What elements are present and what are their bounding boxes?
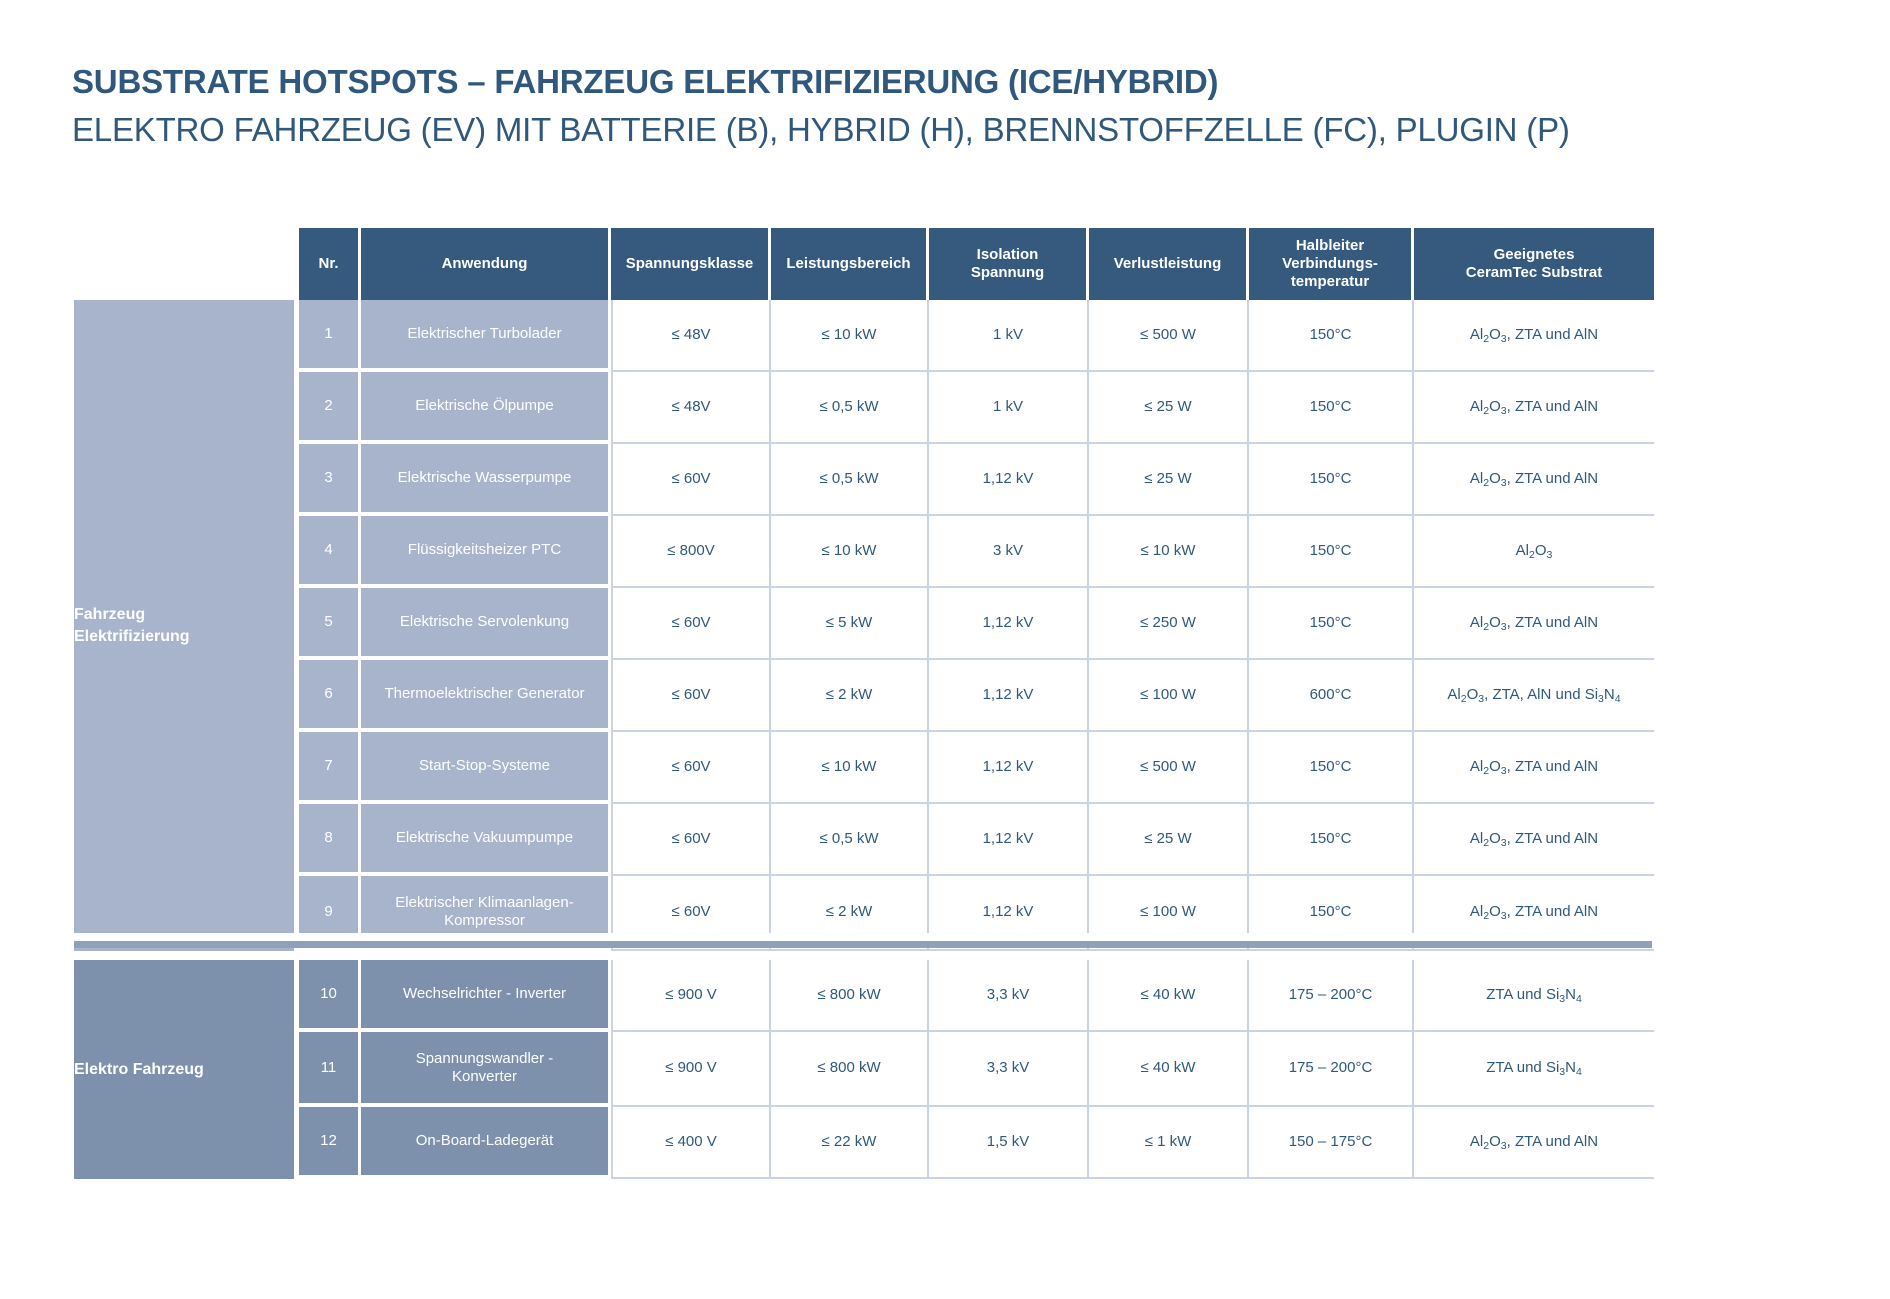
section-separator-cell xyxy=(1089,951,1249,960)
table-row xyxy=(74,804,1654,876)
category-label-fahrzeug-elektrifizierung xyxy=(74,300,299,951)
cell-anwendung-line: Kompressor xyxy=(444,911,525,929)
cell-anwendung xyxy=(361,660,611,732)
cell-verlustleistung: ≤ 100 W xyxy=(1089,660,1249,732)
cell-leistungsbereich: ≤ 2 kW xyxy=(771,660,929,732)
cell-spannungsklasse: ≤ 400 V xyxy=(611,1107,771,1179)
cell-verlustleistung: ≤ 25 W xyxy=(1089,372,1249,444)
column-header-verlustleistung xyxy=(1089,228,1249,300)
cell-isolation-spannung: 1,12 kV xyxy=(929,588,1089,660)
cell-halbleiter-temperatur: 150°C xyxy=(1249,300,1414,372)
section-separator-cell xyxy=(361,951,611,960)
cell-leistungsbereich: ≤ 10 kW xyxy=(771,732,929,804)
table-row xyxy=(74,960,1654,1032)
table-row xyxy=(74,1032,1654,1107)
cell-anwendung xyxy=(361,372,611,444)
cell-nr: 7 xyxy=(299,732,361,804)
cell-anwendung-line: Elektrische Servolenkung xyxy=(399,613,570,630)
cell-ceramtec-substrat: $Al_2O_3$, ZTA und AlN xyxy=(1414,1107,1654,1179)
cell-leistungsbereich: ≤ 800 kW xyxy=(771,960,929,1032)
cell-anwendung xyxy=(361,300,611,372)
column-header-line: Verbindungs- xyxy=(1282,255,1378,273)
cell-halbleiter-temperatur: 150 – 175°C xyxy=(1249,1107,1414,1179)
cell-anwendung xyxy=(361,1032,611,1107)
cell-isolation-spannung: 1 kV xyxy=(929,372,1089,444)
cell-leistungsbereich: ≤ 0,5 kW xyxy=(771,372,929,444)
substrate-hotspots-table-container xyxy=(74,228,1654,1179)
cell-isolation-spannung: 1,12 kV xyxy=(929,804,1089,876)
table-row xyxy=(74,444,1654,516)
cell-ceramtec-substrat: $Al_2O_3$, ZTA und AlN xyxy=(1414,732,1654,804)
cell-spannungsklasse: ≤ 48V xyxy=(611,372,771,444)
cell-verlustleistung: ≤ 25 W xyxy=(1089,444,1249,516)
cell-ceramtec-substrat: ZTA und $Si_3N_4$ xyxy=(1414,960,1654,1032)
column-header-spannungsklasse xyxy=(611,228,771,300)
cell-nr: 5 xyxy=(299,588,361,660)
column-header-isolation-spannung xyxy=(929,228,1089,300)
cell-anwendung-line: Elektrischer Turbolader xyxy=(407,325,562,342)
cell-spannungsklasse: ≤ 60V xyxy=(611,588,771,660)
cell-anwendung xyxy=(361,1107,611,1179)
page-header xyxy=(72,62,1832,151)
cell-isolation-spannung: 3 kV xyxy=(929,516,1089,588)
cell-halbleiter-temperatur: 150°C xyxy=(1249,804,1414,876)
header-corner-spacer xyxy=(74,228,299,300)
cell-spannungsklasse: ≤ 60V xyxy=(611,732,771,804)
cell-ceramtec-substrat: $Al_2O_3$, ZTA und AlN xyxy=(1414,804,1654,876)
cell-isolation-spannung: 1,12 kV xyxy=(929,660,1089,732)
cell-leistungsbereich: ≤ 0,5 kW xyxy=(771,444,929,516)
cell-anwendung xyxy=(361,960,611,1032)
cell-spannungsklasse: ≤ 800V xyxy=(611,516,771,588)
substrate-hotspots-table xyxy=(74,228,1654,1179)
cell-isolation-spannung: 1 kV xyxy=(929,300,1089,372)
section-separator-cell xyxy=(771,951,929,960)
cell-anwendung-line: Wechselrichter - Inverter xyxy=(402,985,567,1002)
cell-anwendung xyxy=(361,588,611,660)
cell-isolation-spannung: 1,5 kV xyxy=(929,1107,1089,1179)
column-header-halbleiter-verbindungstemperatur xyxy=(1249,228,1414,300)
page-subtitle: ELEKTRO FAHRZEUG (EV) MIT BATTERIE (B), HYBRID (H), BRENNSTOFFZELLE (FC), PLUGIN (P) xyxy=(72,110,1570,148)
cell-anwendung-line: Thermoelektrischer Generator xyxy=(384,685,585,702)
cell-leistungsbereich: ≤ 0,5 kW xyxy=(771,804,929,876)
cell-verlustleistung: ≤ 40 kW xyxy=(1089,1032,1249,1107)
cell-anwendung-line: Elektrische Wasserpumpe xyxy=(397,469,572,486)
column-header-line: Verlustleistung xyxy=(1113,255,1222,273)
column-header-geeignetes-ceramtec-substrat xyxy=(1414,228,1654,300)
section-separator-cell xyxy=(299,951,361,960)
cell-anwendung xyxy=(361,444,611,516)
cell-halbleiter-temperatur: 150°C xyxy=(1249,588,1414,660)
cell-spannungsklasse: ≤ 60V xyxy=(611,876,771,951)
cell-nr: 12 xyxy=(299,1107,361,1179)
cell-spannungsklasse: ≤ 60V xyxy=(611,660,771,732)
cell-nr: 11 xyxy=(299,1032,361,1107)
column-header-line: Isolation xyxy=(976,246,1039,264)
cell-halbleiter-temperatur: 175 – 200°C xyxy=(1249,1032,1414,1107)
section-separator-cell xyxy=(929,951,1089,960)
category-label-elektro-fahrzeug xyxy=(74,960,299,1179)
column-header-line: Spannung xyxy=(970,264,1045,281)
cell-isolation-spannung: 3,3 kV xyxy=(929,960,1089,1032)
column-header-nr xyxy=(299,228,361,300)
cell-anwendung-line: Elektrischer Klimaanlagen- xyxy=(395,893,574,911)
section-separator-cell xyxy=(1249,951,1414,960)
cell-nr: 4 xyxy=(299,516,361,588)
cell-verlustleistung: ≤ 100 W xyxy=(1089,876,1249,951)
table-bottom-rule xyxy=(74,941,1652,948)
cell-nr: 8 xyxy=(299,804,361,876)
section-separator-cell xyxy=(1414,951,1654,960)
section-separator-row xyxy=(74,951,1654,960)
cell-nr: 3 xyxy=(299,444,361,516)
cell-nr: 2 xyxy=(299,372,361,444)
cell-nr: 6 xyxy=(299,660,361,732)
cell-anwendung-line: Elektrische Ölpumpe xyxy=(415,397,554,414)
cell-anwendung-line: Start-Stop-Systeme xyxy=(419,757,550,774)
cell-leistungsbereich: ≤ 22 kW xyxy=(771,1107,929,1179)
category-label-line: Fahrzeug xyxy=(74,605,146,623)
cell-anwendung-line: Flüssigkeitsheizer PTC xyxy=(407,541,562,558)
cell-verlustleistung: ≤ 1 kW xyxy=(1089,1107,1249,1179)
cell-anwendung xyxy=(361,732,611,804)
cell-ceramtec-substrat: $Al_2O_3$, ZTA, AlN und $Si_3N_4$ xyxy=(1414,660,1654,732)
page-title: SUBSTRATE HOTSPOTS – FAHRZEUG ELEKTRIFIZIERUNG (ICE/HYBRID) xyxy=(72,63,1219,100)
cell-ceramtec-substrat: $Al_2O_3$, ZTA und AlN xyxy=(1414,372,1654,444)
cell-anwendung-line: Konverter xyxy=(451,1067,518,1085)
cell-verlustleistung: ≤ 500 W xyxy=(1089,300,1249,372)
cell-halbleiter-temperatur: 175 – 200°C xyxy=(1249,960,1414,1032)
column-header-line: Leistungsbereich xyxy=(786,255,911,273)
column-header-line: Geeignetes xyxy=(1493,246,1575,264)
table-row xyxy=(74,372,1654,444)
table-body xyxy=(74,300,1654,1179)
cell-leistungsbereich: ≤ 800 kW xyxy=(771,1032,929,1107)
column-header-line: CeramTec Substrat xyxy=(1465,264,1603,281)
column-header-line: Halbleiter xyxy=(1295,237,1365,255)
cell-halbleiter-temperatur: 150°C xyxy=(1249,732,1414,804)
cell-anwendung xyxy=(361,804,611,876)
table-header xyxy=(74,228,1654,300)
cell-ceramtec-substrat: ZTA und $Si_3N_4$ xyxy=(1414,1032,1654,1107)
table-row xyxy=(74,300,1654,372)
cell-ceramtec-substrat: $Al_2O_3$, ZTA und AlN xyxy=(1414,444,1654,516)
table-row xyxy=(74,1107,1654,1179)
cell-spannungsklasse: ≤ 900 V xyxy=(611,1032,771,1107)
cell-spannungsklasse: ≤ 900 V xyxy=(611,960,771,1032)
column-header-anwendung xyxy=(361,228,611,300)
cell-ceramtec-substrat: $Al_2O_3$, ZTA und AlN xyxy=(1414,588,1654,660)
table-row xyxy=(74,516,1654,588)
cell-ceramtec-substrat: $Al_2O_3$, ZTA und AlN xyxy=(1414,876,1654,951)
column-header-line: Anwendung xyxy=(441,255,528,273)
cell-halbleiter-temperatur: 150°C xyxy=(1249,876,1414,951)
category-label-line: Elektro Fahrzeug xyxy=(74,1060,204,1078)
cell-ceramtec-substrat: $Al_2O_3$ xyxy=(1414,516,1654,588)
cell-verlustleistung: ≤ 10 kW xyxy=(1089,516,1249,588)
column-header-line: temperatur xyxy=(1290,272,1370,290)
table-header-row xyxy=(74,228,1654,300)
cell-spannungsklasse: ≤ 60V xyxy=(611,804,771,876)
cell-leistungsbereich: ≤ 10 kW xyxy=(771,300,929,372)
cell-leistungsbereich: ≤ 10 kW xyxy=(771,516,929,588)
cell-anwendung-line: Elektrische Vakuumpumpe xyxy=(395,829,574,846)
section-separator-cell xyxy=(611,951,771,960)
cell-nr: 9 xyxy=(299,876,361,951)
cell-isolation-spannung: 1,12 kV xyxy=(929,876,1089,951)
cell-verlustleistung: ≤ 250 W xyxy=(1089,588,1249,660)
cell-anwendung-line: Spannungswandler - xyxy=(415,1049,554,1067)
cell-anwendung xyxy=(361,516,611,588)
table-bottom-gap xyxy=(74,933,1652,941)
column-header-line: Spannungsklasse xyxy=(625,255,754,273)
section-separator-cell xyxy=(74,951,299,960)
cell-isolation-spannung: 1,12 kV xyxy=(929,444,1089,516)
cell-leistungsbereich: ≤ 2 kW xyxy=(771,876,929,951)
cell-anwendung-line: On-Board-Ladegerät xyxy=(415,1132,554,1149)
category-label-line: Elektrifizierung xyxy=(74,627,190,645)
cell-isolation-spannung: 3,3 kV xyxy=(929,1032,1089,1107)
cell-isolation-spannung: 1,12 kV xyxy=(929,732,1089,804)
cell-halbleiter-temperatur: 150°C xyxy=(1249,444,1414,516)
cell-spannungsklasse: ≤ 60V xyxy=(611,444,771,516)
cell-verlustleistung: ≤ 500 W xyxy=(1089,732,1249,804)
cell-spannungsklasse: ≤ 48V xyxy=(611,300,771,372)
cell-halbleiter-temperatur: 150°C xyxy=(1249,372,1414,444)
cell-verlustleistung: ≤ 25 W xyxy=(1089,804,1249,876)
column-header-line: Nr. xyxy=(318,255,339,273)
table-row xyxy=(74,732,1654,804)
cell-nr: 1 xyxy=(299,300,361,372)
cell-halbleiter-temperatur: 600°C xyxy=(1249,660,1414,732)
column-header-leistungsbereich xyxy=(771,228,929,300)
cell-halbleiter-temperatur: 150°C xyxy=(1249,516,1414,588)
cell-leistungsbereich: ≤ 5 kW xyxy=(771,588,929,660)
table-row xyxy=(74,660,1654,732)
cell-nr: 10 xyxy=(299,960,361,1032)
cell-ceramtec-substrat: $Al_2O_3$, ZTA und AlN xyxy=(1414,300,1654,372)
table-row xyxy=(74,588,1654,660)
cell-verlustleistung: ≤ 40 kW xyxy=(1089,960,1249,1032)
